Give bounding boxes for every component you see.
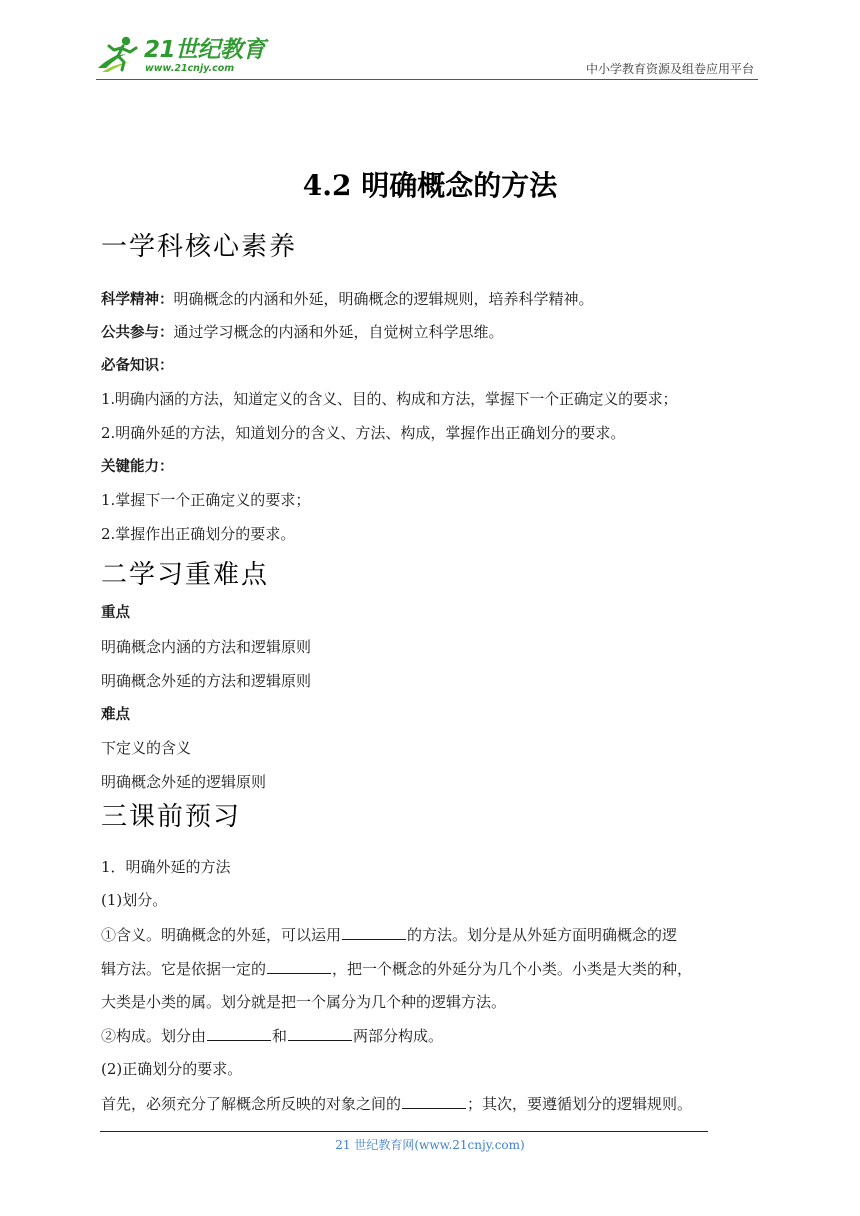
fill-blank-4[interactable]: [288, 1024, 352, 1041]
key-points-label: 重点: [101, 605, 130, 621]
text-span: 辑方法。它是依据一定的: [101, 960, 267, 978]
section-heading-preview: 三课前预习: [101, 802, 242, 832]
preview-paragraph-line-1: [101, 923, 677, 946]
preview-composition-line: [101, 1024, 443, 1047]
fill-blank-2[interactable]: [267, 957, 331, 974]
section-heading-core-literacy: 一学科核心素养: [101, 232, 298, 262]
text-span: ②构成。划分由: [101, 1027, 207, 1045]
scientific-spirit-line: [101, 288, 594, 311]
header-divider: [96, 79, 758, 80]
text-span: ①含义。明确概念的外延，可以运用: [101, 926, 342, 944]
page-header: [96, 34, 758, 80]
footer-divider: [100, 1131, 708, 1132]
difficult-point-2: 明确概念外延的逻辑原则: [101, 773, 267, 791]
preview-subitem-2: (2)正确划分的要求。: [101, 1060, 243, 1078]
preview-item-1: 1．明确外延的方法: [101, 858, 231, 876]
preview-paragraph-line-2: [101, 957, 692, 980]
footer-link[interactable]: 21 世纪教育网(www.21cnjy.com): [335, 1138, 525, 1152]
runner-logo-icon: [96, 34, 142, 76]
text-span: 和: [272, 1027, 288, 1045]
text-span: 两部分构成。: [353, 1027, 444, 1045]
key-point-2: 明确概念外延的方法和逻辑原则: [101, 672, 312, 690]
ability-item-1: 1.掌握下一个正确定义的要求；: [101, 491, 311, 509]
text-span: 首先，必须充分了解概念所反映的对象之间的: [101, 1095, 402, 1113]
knowledge-item-2: 2.明确外延的方法，知道划分的含义、方法、构成，掌握作出正确划分的要求。: [101, 424, 626, 442]
public-participation-line: [101, 321, 504, 344]
preview-paragraph-line-3: 大类是小类的属。划分就是把一个属分为几个种的逻辑方法。: [101, 993, 507, 1011]
scientific-spirit-label: 科学精神：: [101, 292, 174, 308]
difficult-point-1: 下定义的含义: [101, 739, 192, 757]
site-logo[interactable]: [96, 34, 266, 78]
text-span: ；其次，要遵循划分的逻辑规则。: [467, 1095, 693, 1113]
text-span: 的方法。划分是从外延方面明确概念的逻: [407, 926, 678, 944]
knowledge-label: 必备知识：: [101, 358, 174, 374]
public-participation-label: 公共参与：: [101, 325, 174, 341]
fill-blank-1[interactable]: [342, 923, 406, 940]
preview-subitem-1: (1)划分。: [101, 891, 168, 909]
knowledge-item-1: 1.明确内涵的方法，知道定义的含义、目的、构成和方法，掌握下一个正确定义的要求；: [101, 390, 678, 408]
logo-wordmark: 21世纪教育: [144, 37, 266, 63]
fill-blank-5[interactable]: [402, 1092, 466, 1109]
fill-blank-3[interactable]: [207, 1024, 271, 1041]
logo-url: www.21cnjy.com: [145, 63, 235, 74]
ability-item-2: 2.掌握作出正确划分的要求。: [101, 525, 296, 543]
preview-requirement-line: [101, 1092, 692, 1115]
header-slogan: 中小学教育资源及组卷应用平台: [585, 62, 754, 76]
scientific-spirit-text: 明确概念的内涵和外延，明确概念的逻辑规则，培养科学精神。: [173, 290, 594, 308]
difficult-points-label: 难点: [101, 707, 130, 723]
key-point-1: 明确概念内涵的方法和逻辑原则: [101, 638, 312, 656]
text-span: ，把一个概念的外延分为几个小类。小类是大类的种，: [332, 960, 693, 978]
ability-label: 关键能力：: [101, 459, 174, 475]
public-participation-text: 通过学习概念的内涵和外延，自觉树立科学思维。: [173, 323, 504, 341]
page-title: 4.2 明确概念的方法: [302, 169, 558, 202]
section-heading-key-points: 二学习重难点: [101, 560, 270, 590]
